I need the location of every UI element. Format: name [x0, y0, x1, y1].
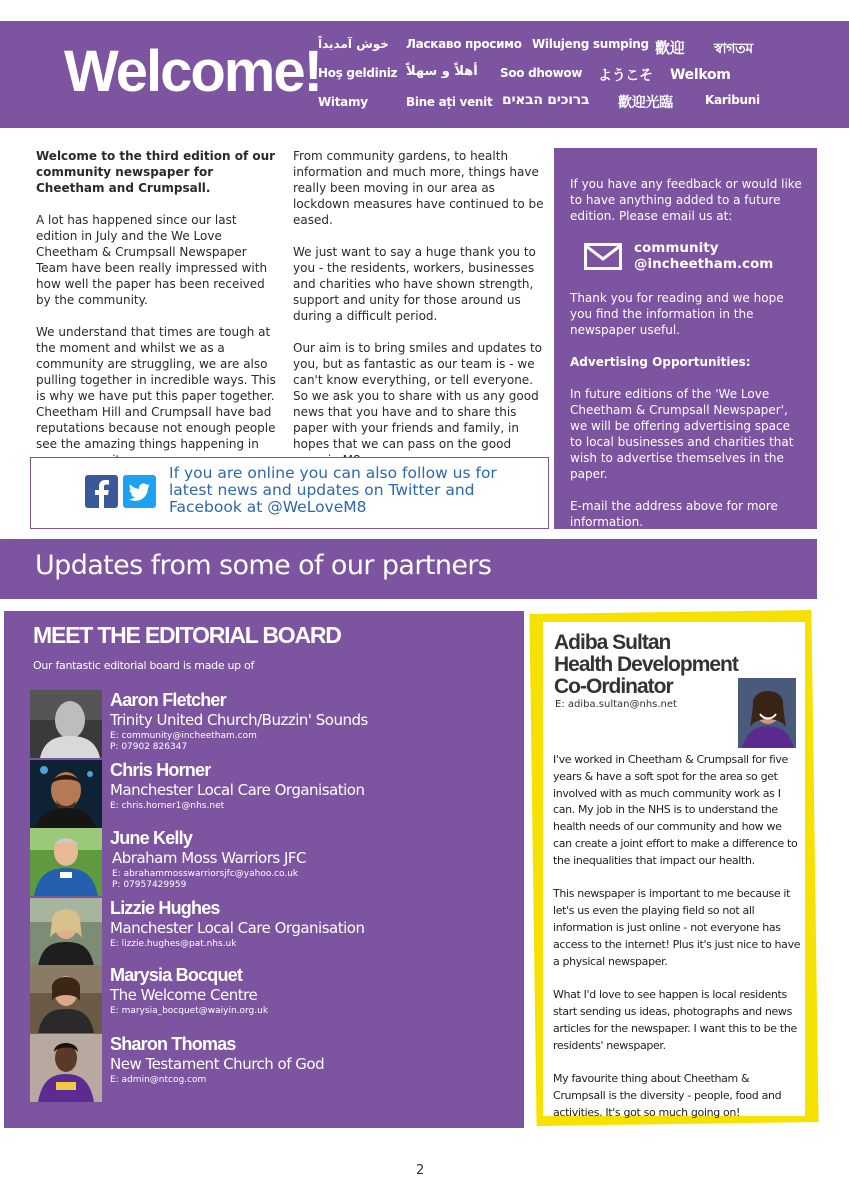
profile-paragraph: What I'd love to see happen is local residents start sending us ideas, photographs and news articles for the newspaper. I want this to be the residents' newspaper. — [553, 988, 797, 1052]
member-contact — [110, 731, 257, 753]
greeting: 歡迎 — [655, 39, 685, 57]
greeting: خوش آمدیداً — [318, 37, 389, 51]
board-member — [30, 965, 510, 1033]
feedback-text: E-mail the address above for more information. — [570, 499, 778, 529]
feedback-box — [554, 148, 817, 529]
member-email: E: community@incheetham.com — [110, 731, 257, 741]
facebook-icon[interactable] — [85, 475, 118, 508]
profile-email: E: adiba.sultan@nhs.net — [555, 699, 677, 710]
member-organisation: Manchester Local Care Organisation — [110, 919, 365, 937]
member-email: E: admin@ntcog.com — [110, 1075, 207, 1085]
intro-paragraph: A lot has happened since our last edition in July and the We Love Cheetham & Crumpsall Newspaper Team have been really impressed with how well the paper has been received by the community. — [36, 213, 268, 307]
greeting: Hoş geldiniz — [318, 66, 398, 80]
member-photo — [30, 760, 102, 828]
member-organisation: Abraham Moss Warriors JFC — [112, 849, 306, 867]
greeting: Soo dhowow — [500, 66, 583, 80]
greeting: Ласкаво просимо — [406, 37, 522, 51]
greeting: ברוכים הבאים — [502, 92, 590, 108]
greeting: Wilujeng sumping — [532, 37, 649, 51]
intro-paragraph: We understand that times are tough at the moment and whilst we as a community are struggling, we are also pulling together in incredible ways. This is why we have put this paper together. Cheetham Hill and Crumpsall have bad reputations because not enough people see the amazing things happening in — [36, 325, 276, 451]
intro-lead: Welcome to the third edition of our community newspaper for Cheetham and Crumpsall. — [36, 149, 276, 195]
feedback-text: Thank you for reading and we hope you find the information in the newspaper useful. — [570, 291, 784, 337]
member-contact — [110, 1075, 206, 1086]
member-contact — [112, 869, 298, 891]
greeting: Karibuni — [705, 93, 760, 107]
member-photo — [30, 828, 102, 896]
member-email: E: marysia_bocquet@waiyin.org.uk — [110, 1006, 269, 1016]
member-name: Marysia Bocquet — [110, 965, 243, 985]
editorial-board-title: MEET THE EDITORIAL BOARD — [33, 622, 341, 648]
profile-photo — [738, 678, 796, 748]
envelope-icon — [584, 243, 622, 270]
greeting: ようこそ — [598, 68, 653, 84]
advertising-heading: Advertising Opportunities: — [570, 355, 751, 369]
intro-paragraph: From community gardens, to health information and much more, things have really been moving in our area as lockdown measures have continued to be eased. — [293, 149, 544, 227]
intro-paragraph: Our aim is to bring smiles and updates to you, but as fantastic as our team is - we can't know everything, or tell everyone. So we ask you to share with us any good news that you have and to share this paper with your friends and family, in hopes that we can pass on the good — [293, 341, 543, 451]
page-number: 2 — [416, 1163, 425, 1178]
contact-email-row[interactable] — [584, 240, 803, 272]
member-email: E: lizzie.hughes@pat.nhs.uk — [110, 939, 237, 949]
greeting: Bine ați venit — [406, 95, 493, 109]
intro-paragraph: We just want to say a huge thank you to you - the residents, workers, businesses and charities who have shown strength, support and unity for those around us during a difficult period. — [293, 245, 536, 323]
member-name: Chris Horner — [110, 760, 211, 780]
board-member — [30, 760, 510, 828]
contact-email[interactable]: community @incheetham.com — [634, 240, 774, 272]
greeting: 歡迎光臨 — [618, 95, 673, 111]
greeting: Witamy — [318, 95, 368, 109]
member-contact — [110, 939, 236, 950]
twitter-icon[interactable] — [123, 475, 156, 508]
member-organisation: New Testament Church of God — [110, 1055, 325, 1073]
member-photo — [30, 690, 102, 758]
member-email: E: abrahammosswarriorsjfc@yahoo.co.uk — [112, 869, 299, 879]
member-photo — [30, 1034, 102, 1102]
intro-column-right — [293, 148, 545, 484]
greeting: স্বাগতম — [714, 41, 753, 57]
member-email: E: chris.horner1@nhs.net — [110, 801, 225, 811]
social-follow-text: If you are online you can also follow us for latest news and updates on Twitter and Facebook at @WeLoveM8 — [169, 464, 497, 516]
member-name: Sharon Thomas — [110, 1034, 236, 1054]
intro-column-left — [36, 148, 280, 484]
board-member — [30, 828, 510, 896]
member-phone: P: 07902 826347 — [110, 742, 188, 752]
member-contact — [110, 1006, 268, 1017]
member-phone: P: 07957429959 — [112, 880, 187, 890]
member-organisation: Manchester Local Care Organisation — [110, 781, 365, 799]
profile-paragraph: This newspaper is important to me because it let's us even the playing field so not all information is just online - not everyone has access to the internet! Plus it's just nice to have a physical newspaper. — [553, 887, 801, 968]
greeting: Welkom — [670, 67, 731, 83]
feedback-text: If you have any feedback or would like to have anything added to a future edition. Please email us at: — [570, 177, 802, 223]
profile-body — [553, 752, 801, 1138]
greeting: أهلاً و سهلاً — [406, 64, 478, 79]
section-title: Updates from some of our partners — [35, 550, 492, 581]
profile-name: Adiba Sultan Health Development Co-Ordinator — [554, 631, 738, 698]
member-organisation: Trinity United Church/Buzzin' Sounds — [110, 711, 368, 729]
member-organisation: The Welcome Centre — [110, 986, 258, 1004]
profile-paragraph: I've worked in Cheetham & Crumpsall for five years & have a soft spot for the area so get involved with as much community work as I can. My job in the NHS is to understand the health needs of our community and how we can create a joint effort to make a difference to the inequalities that impact our health. — [553, 753, 798, 867]
member-name: June Kelly — [110, 828, 193, 848]
profile-paragraph: My favourite thing about Cheetham & Crumpsall is the diversity - people, food and activities. It's got so much going on! — [553, 1072, 782, 1119]
feedback-text: In future editions of the 'We Love Cheetham & Crumpsall Newspaper', we will be offering advertising space to local businesses and charities that wish to advertise themselves in the paper. — [570, 387, 794, 481]
member-photo — [30, 898, 102, 966]
board-member — [30, 690, 510, 758]
member-contact — [110, 801, 224, 812]
member-name: Aaron Fletcher — [110, 690, 226, 710]
editorial-board-subtitle: Our fantastic editorial board is made up of — [33, 659, 255, 672]
board-member — [30, 898, 510, 966]
member-photo — [30, 965, 102, 1033]
board-member — [30, 1034, 510, 1102]
member-name: Lizzie Hughes — [110, 898, 220, 918]
page-title: Welcome! — [64, 39, 321, 104]
social-follow-box — [30, 457, 549, 529]
